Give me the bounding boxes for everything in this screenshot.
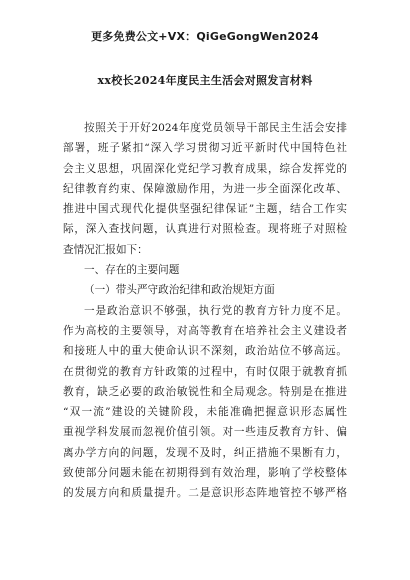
body-line: 一是政治意识不够强，执行党的教育方针力度不足。	[84, 304, 347, 317]
body-line: 查情况汇报如下：	[63, 243, 148, 256]
body-line: 推进中国式现代化提供坚强纪律保证”主题，结合工作实	[63, 203, 347, 216]
body-line: 在贯彻党的教育方针政策的过程中，有时仅限于就教育抓	[63, 365, 347, 378]
body-line: 的发展方向和质量提升。二是意识形态阵地管控不够严格	[63, 487, 347, 500]
body-line: 际，深入查找问题，认真进行对照检查。现将班子对照检	[63, 223, 347, 236]
promo-header: 更多免费公文+VX：QiGeGongWen2024	[91, 30, 319, 43]
document-title: xx校长2024年度民主生活会对照发言材料	[97, 74, 313, 87]
document-body	[63, 118, 347, 504]
body-line: 会主义思想，巩固深化党纪学习教育成果，综合发挥党的	[63, 162, 347, 175]
section-heading: 一、存在的主要问题	[84, 264, 180, 277]
body-line: 按照关于开好2024年度党员领导干部民主生活会安排	[84, 122, 347, 134]
body-line: 部署，班子紧扣“深入学习贯彻习近平新时代中国特色社	[63, 142, 347, 155]
body-line: “双一流”建设的关键阶段，未能准确把握意识形态属性	[63, 406, 347, 419]
subsection-heading: （一）带头严守政治纪律和政治规矩方面	[84, 284, 275, 297]
body-line: 和接班人中的重大使命认识不深刻，政治站位不够高远。	[63, 345, 347, 358]
body-line: 纪律教育约束、保障激励作用，为进一步全面深化改革、	[63, 182, 347, 195]
body-line: 教育，缺乏必要的政治敏锐性和全局观念。特别是在推进	[63, 385, 347, 398]
body-line: 重视学科发展而忽视价值引领。对一些违反教育方针、偏	[63, 426, 347, 439]
body-line: 致使部分问题未能在初期得到有效治理，影响了学校整体	[63, 467, 347, 480]
body-line: 作为高校的主要领导，对高等教育在培养社会主义建设者	[63, 324, 347, 337]
body-line: 离办学方向的问题，发现不及时，纠正措施不果断有力，	[63, 446, 347, 459]
